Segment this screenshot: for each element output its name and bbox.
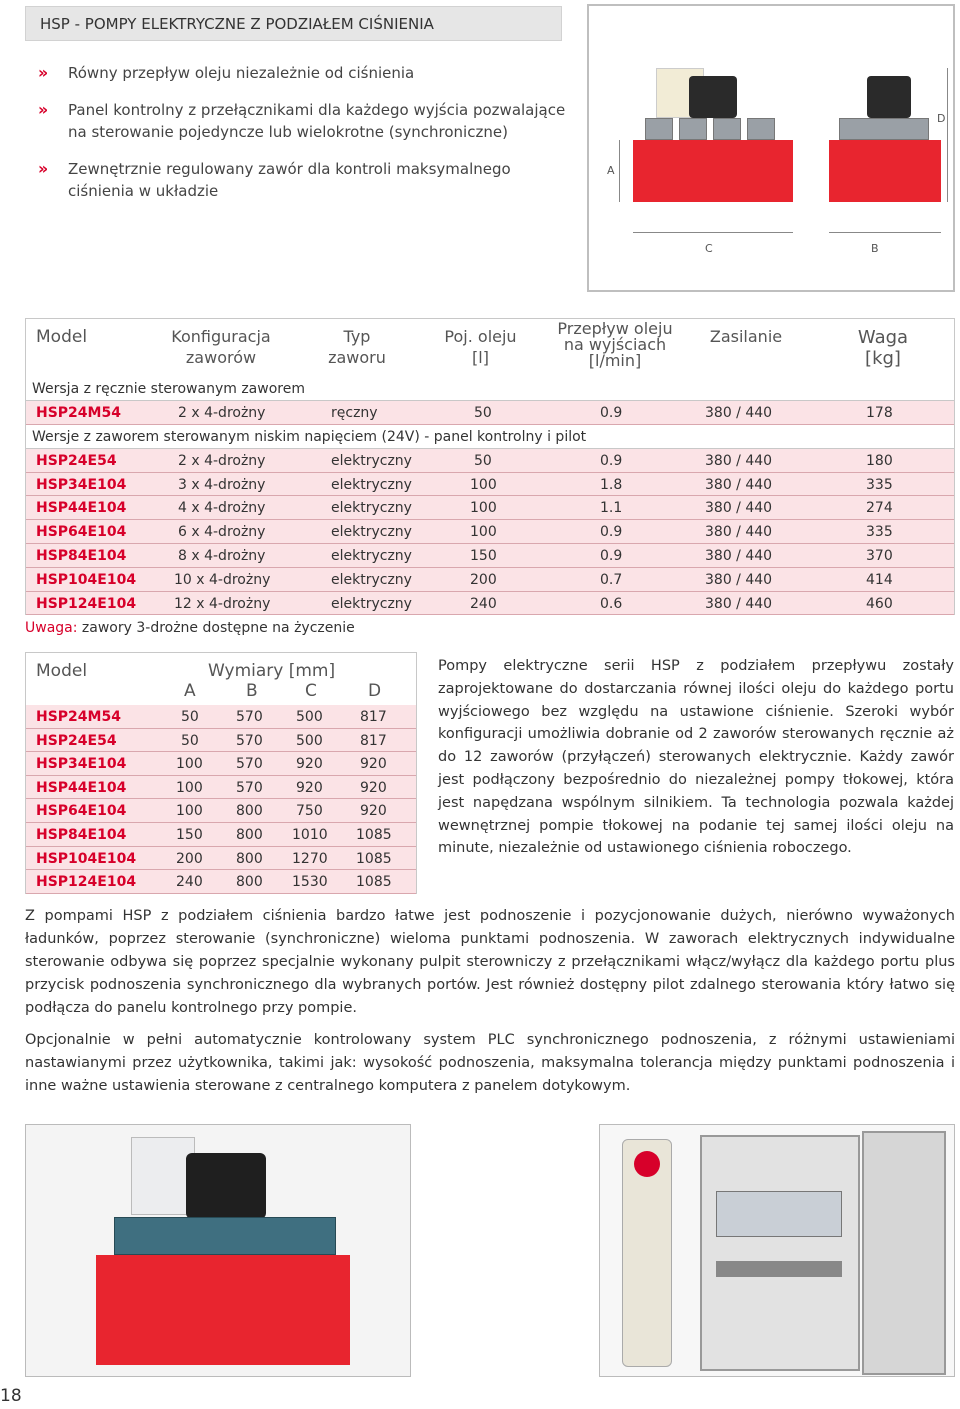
table-row: HSP24E54 2 x 4-drożny elektryczny 50 0.9 380 / 440 180 [26,449,954,473]
table-row: HSP24M54 50 570 500 817 [26,705,416,729]
col-type: Typ zaworu [328,327,386,367]
table-row: HSP24E54 50 570 500 817 [26,729,416,753]
table-row: HSP64E104 6 x 4-drożny elektryczny 100 0.9 380 / 440 335 [26,520,954,544]
body-paragraph-2: Opcjonalnie w pełni automatycznie kontrolowany system PLC synchronicznego podnoszenia, z różnymi ustawieniami nastawianymi przez użytkownika, takimi jak: wysokość podnoszenia, maksymalna tolerancja między punktami podnoszenia i inne ważne ustawienia sterowane z centralnego komputera z panelem dotykowym. [25,1032,955,1094]
section-label: Wersja z ręcznie sterowanym zaworem [26,377,954,401]
table-row: HSP34E104 3 x 4-drożny elektryczny 100 1.8 380 / 440 335 [26,473,954,497]
col-weight: Waga [kg] [857,327,909,369]
page-number: 18 [0,1386,22,1406]
wiring-duct [716,1261,842,1277]
chevron-icon: ›› [38,159,46,178]
dimension-line [619,140,620,202]
pump-tank-side [829,140,941,202]
col-dimensions: Wymiary [mm] [208,661,336,681]
dimensions-table [25,652,417,894]
dim-label-a: A [607,164,615,177]
page-title-box [25,6,562,41]
product-description: Pompy elektryczne serii HSP z podziałem przepływu zostały zaprojektowane do dostarczania równej ilości oleju do każdego portu wyjściowego bez względu na ustawione ciśnienie. Szeroki wybór konfiguracji umożliwia dobranie od 2 zaworów sterowanych ręcznie aż do 12 zaworów (przyłączeń) sterowanych elektrycznie. Każdy zawór jest podłączony bezpośrednio do niezależnej pompy tłokowej, która jest napędzana wspólnym silnikiem. Ta technologia pozwala każdej wewnętrznej pompie tłokowej na podanie tej samej ilości oleju na minute, niezależnie od ustawionego ciśnienia roboczego. [438,658,954,857]
section-label: Wersje z zaworem sterowanym niskim napięciem (24V) - panel kontrolny i pilot [26,425,954,449]
dimension-line [633,232,793,233]
col-d: D [368,681,382,701]
feature-item: ›› Równy przepływ oleju niezależnie od ciśnienia [38,63,415,82]
motor [867,76,911,118]
table-row: HSP24M54 2 x 4-drożny ręczny 50 0.9 380 / 440 178 [26,401,954,425]
spec-table-header [26,319,954,377]
table-row: HSP124E104 12 x 4-drożny elektryczny 240 0.6 380 / 440 460 [26,592,954,616]
dimension-line [829,232,941,233]
pump-dimension-diagram [587,4,955,292]
table-row: HSP84E104 150 800 1010 1085 [26,823,416,847]
col-model: Model [36,327,88,347]
table-row: HSP104E104 200 800 1270 1085 [26,847,416,871]
motor [186,1153,266,1219]
page-title: HSP - POMPY ELEKTRYCZNE Z PODZIAŁEM CIŚNIENIA [40,15,434,33]
col-capacity: Poj. oleju [l] [444,327,517,367]
col-c: C [305,681,317,701]
dim-label-b: B [871,242,879,255]
motor [689,76,737,118]
valve [679,118,707,140]
feature-item: ›› Zewnętrznie regulowany zawór dla kontroli maksymalnego ciśnienia w układzie [38,159,511,200]
cabinet-door [862,1131,946,1375]
table-row: HSP44E104 4 x 4-drożny elektryczny 100 1.1 380 / 440 274 [26,496,954,520]
pump-tank-front [633,140,793,202]
col-b: B [246,681,258,701]
table-row: HSP34E104 100 570 920 920 [26,752,416,776]
col-flow: Przepływ oleju na wyjściach [l/min] [557,319,673,370]
col-power: Zasilanie [709,327,783,346]
valve [747,118,775,140]
chevron-icon: ›› [38,63,46,82]
feature-list [38,62,578,217]
table-row: HSP124E104 240 800 1530 1085 [26,870,416,894]
valve [645,118,673,140]
cabinet [700,1135,860,1371]
valve [713,118,741,140]
spec-table [25,318,955,615]
note-text: zawory 3-drożne dostępne na życzenie [77,620,355,636]
dimension-line [947,68,948,202]
pump-photo [25,1124,411,1377]
valve-block [114,1217,336,1255]
dimensions-table-header [26,653,416,705]
valve [839,118,929,140]
relay-rail [716,1191,842,1237]
col-config: Konfiguracja zaworów [171,327,271,367]
chevron-icon: ›› [38,100,46,119]
col-a: A [184,681,196,701]
dim-label-c: C [705,242,713,255]
table-row: HSP64E104 100 800 750 920 [26,799,416,823]
pump-tank [96,1255,350,1365]
note-label: Uwaga: [25,620,78,636]
table-row: HSP44E104 100 570 920 920 [26,776,416,800]
note [25,620,355,636]
feature-item: ›› Panel kontrolny z przełącznikami dla każdego wyjścia pozwalające na sterowanie pojedyncze lub wielokrotne (synchroniczne) [38,100,566,141]
table-row: HSP84E104 8 x 4-drożny elektryczny 150 0.9 380 / 440 370 [26,544,954,568]
control-panel-photo [599,1124,955,1377]
body-paragraph-1: Z pompami HSP z podziałem ciśnienia bardzo łatwe jest podnoszenie i pozycjonowanie dużych, nierówno wyważonych ładunków, poprzez sterowanie (synchroniczne) wieloma punktami podnoszenia. W zaworach elektrycznych indywidualne sterowanie odbywa się poprzez specjalnie wykonany pulpit sterowniczy z przełącznikami włącz/wyłącz dla każdego portu plus przycisk podnoszenia synchronicznego dla wybranych portów. Jest również dostępny pilot zdalnego sterowania który łatwo się podłącza do panelu kontrolnego przy pompie. [25,908,955,1016]
table-row: HSP104E104 10 x 4-drożny elektryczny 200 0.7 380 / 440 414 [26,568,954,592]
dim-label-d: D [937,112,946,125]
emergency-button [634,1151,660,1177]
col-model: Model [36,661,88,681]
